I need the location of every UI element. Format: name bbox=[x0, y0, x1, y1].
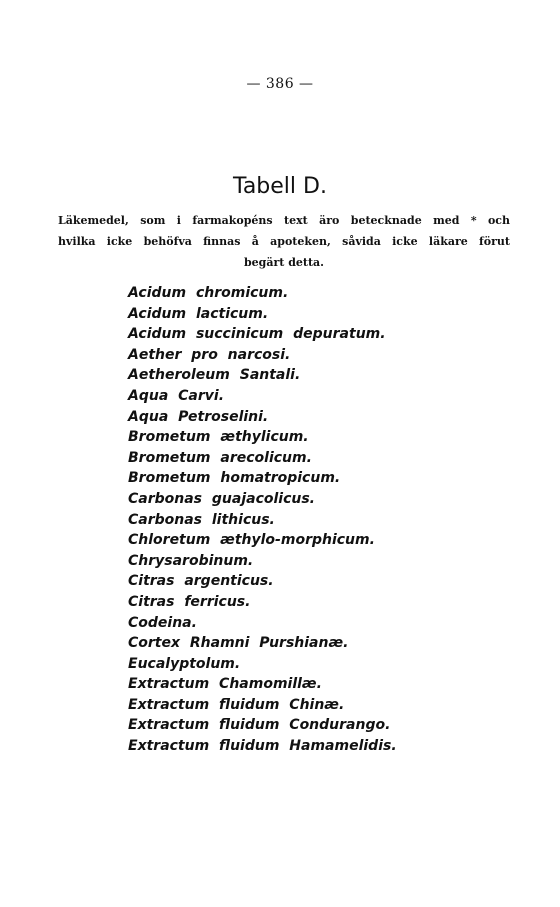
list-item: Citras ferricus. bbox=[128, 593, 251, 610]
list-item: Cortex Rhamni Purshianæ. bbox=[128, 635, 349, 652]
list-item: Acidum lacticum. bbox=[128, 305, 269, 322]
list-item: Acidum chromicum. bbox=[128, 285, 289, 301]
list-item: Carbonas guajacolicus. bbox=[128, 490, 315, 507]
list-item: Carbonas lithicus. bbox=[128, 511, 275, 528]
list-item: Extractum fluidum Chinæ. bbox=[128, 696, 345, 713]
list-item: Citras argenticus. bbox=[128, 573, 274, 590]
page-number: — 386 — bbox=[246, 76, 314, 92]
intro-line: begärt detta. bbox=[243, 256, 325, 269]
list-item: Extractum Chamomillæ. bbox=[128, 676, 322, 693]
list-item: Extractum fluidum Condurango. bbox=[128, 717, 391, 734]
list-item: Brometum homatropicum. bbox=[128, 470, 341, 487]
list-item: Aetheroleum Santali. bbox=[128, 367, 301, 384]
intro-line: Läkemedel, som i farmakopéns text äro betecknade med * och bbox=[58, 214, 510, 227]
list-item: Brometum arecolicum. bbox=[128, 449, 312, 466]
list-item: Brometum æthylicum. bbox=[128, 429, 309, 446]
intro-paragraph bbox=[58, 210, 510, 273]
list-item: Acidum succinicum depuratum. bbox=[128, 326, 386, 343]
list-item: Chloretum æthylo-morphicum. bbox=[128, 532, 375, 549]
list-item: Extractum fluidum Hamamelidis. bbox=[128, 738, 397, 755]
medicine-list bbox=[128, 283, 397, 757]
table-title: Tabell D. bbox=[233, 174, 327, 199]
intro-line: hvilka icke behöfva finnas å apoteken, såvida icke läkare förut bbox=[58, 235, 510, 248]
list-item: Chrysarobinum. bbox=[128, 552, 254, 569]
list-item: Eucalyptolum. bbox=[128, 655, 241, 672]
list-item: Aqua Carvi. bbox=[128, 387, 225, 404]
list-item: Aqua Petroselini. bbox=[128, 408, 269, 425]
list-item: Aether pro narcosi. bbox=[128, 346, 291, 363]
list-item: Codeina. bbox=[128, 614, 197, 631]
